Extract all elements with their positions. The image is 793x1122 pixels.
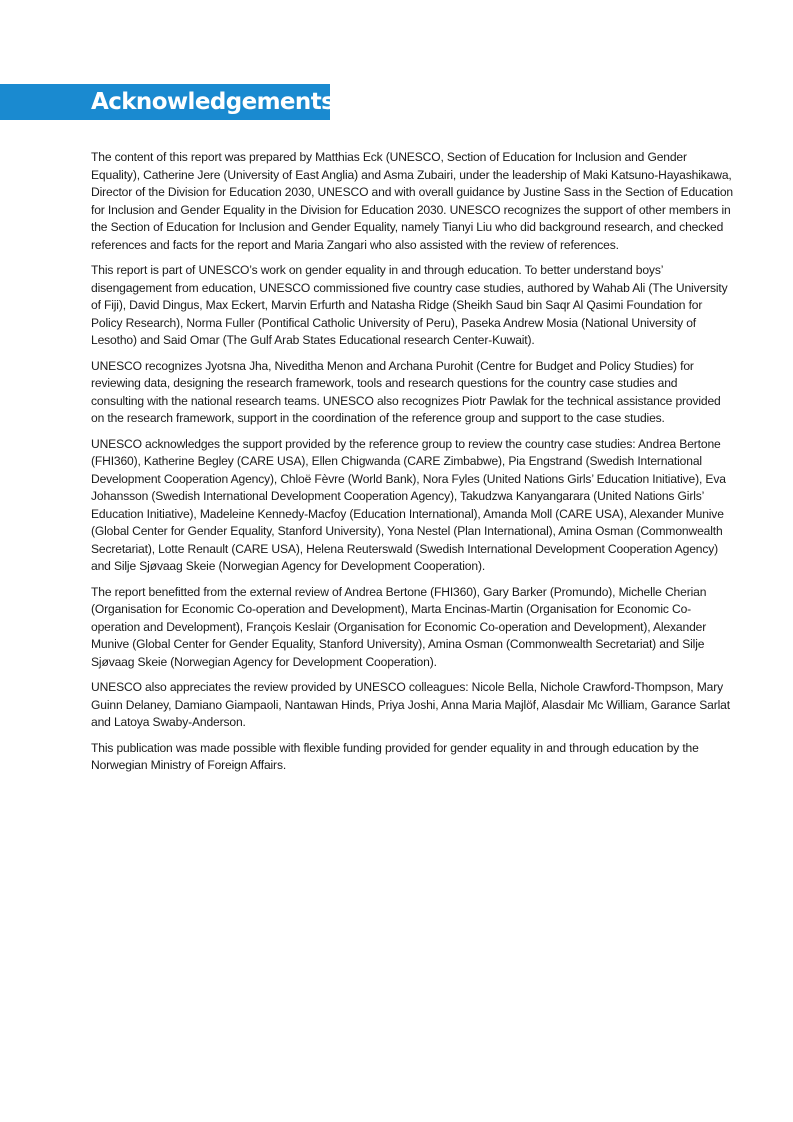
title-banner xyxy=(0,84,335,120)
paragraph-research-framework: UNESCO recognizes Jyotsna Jha, Niveditha Menon and Archana Purohit (Centre for Budget and Policy Studies) for reviewing data, designing the research framework, tools and research questions for the country case studies and consulting with the national research teams. UNESCO also recognizes Piotr Pawlak for the technical assistance provided on the research framework, support in the coordination of the reference group and support to the case studies. xyxy=(91,358,721,425)
paragraph-unesco-colleagues: UNESCO also appreciates the review provided by UNESCO colleagues: Nicole Bella, Nichole Crawford-Thompson, Mary Guinn Delaney, Damiano Giampaoli, Nantawan Hinds, Priya Joshi, Anna Maria Majlöf, Alasdair Mc William, Garance Sarlat and Latoya Swaby-Anderson. xyxy=(91,680,730,729)
paragraph-report-preparation: The content of this report was prepared by Matthias Eck (UNESCO, Section of Education for Inclusion and Gender Equality), Catherine Jere (University of East Anglia) and Asma Zubairi, under the leadership of Maki Katsuno-Hayashikawa, Director of the Division for Education 2030, UNESCO and with overall guidance by Justine Sass in the Section of Education for Inclusion and Gender Equality in the Division for Education 2030. UNESCO recognizes the support of other members in the Section of Education for Inclusion and Gender Equality, namely Tianyi Liu who did background research, and checked references and facts for the report and Maria Zangari who also assisted with the review of references. xyxy=(91,150,733,252)
paragraph-case-studies: This report is part of UNESCO’s work on gender equality in and through education. To better understand boys’ disengagement from education, UNESCO commissioned five country case studies, authored by Wahab Ali (The University of Fiji), David Dingus, Max Eckert, Marvin Erfurth and Natasha Ridge (Sheikh Saud bin Saqr Al Qasimi Foundation for Policy Research), Norma Fuller (Pontifical Catholic University of Peru), Paseka Andrew Mosia (National University of Lesotho) and Said Omar (The Gulf Arab States Educational research Center-Kuwait). xyxy=(91,263,728,347)
acknowledgements-body xyxy=(91,149,733,783)
page-title: Acknowledgements xyxy=(91,88,335,115)
paragraph-funding: This publication was made possible with flexible funding provided for gender equality in and through education by the Norwegian Ministry of Foreign Affairs. xyxy=(91,740,699,772)
paragraph-external-review: The report benefitted from the external review of Andrea Bertone (FHI360), Gary Barker (Promundo), Michelle Cherian (Organisation for Economic Co-operation and Development), Marta Encinas-Martin (Organisation for Economic Co-operation and Development), François Keslair (Organisation for Economic Co-operation and Development), Alexander Munive (Global Center for Gender Equality, Stanford University), Amina Osman (Commonwealth Secretariat) and Silje Sjøvaag Skeie (Norwegian Agency for Development Cooperation). xyxy=(91,584,707,669)
paragraph-reference-group: UNESCO acknowledges the support provided by the reference group to review the country case studies: Andrea Bertone (FHI360), Katherine Begley (CARE USA), Ellen Chigwanda (CARE Zimbabwe), Pia Engstrand (Swedish International Development Cooperation Agency), Chloë Fèvre (World Bank), Nora Fyles (United Nations Girls’ Education Initiative), Eva Johansson (Swedish International Development Cooperation Agency), Takudzwa Kanyangarara (United Nations Girls’ Education Initiative), Madeleine Kennedy-Macfoy (Education International), Amanda Moll (CARE USA), Alexander Munive (Global Center for Gender Equality, Stanford University), Yona Nestel (Plan International), Amina Osman (Commonwealth Secretariat), Lotte Renault (CARE USA), Helena Reuterswald (Swedish International Development Cooperation Agency) and Silje Sjøvaag Skeie (Norwegian Agency for Development Cooperation). xyxy=(91,436,726,573)
